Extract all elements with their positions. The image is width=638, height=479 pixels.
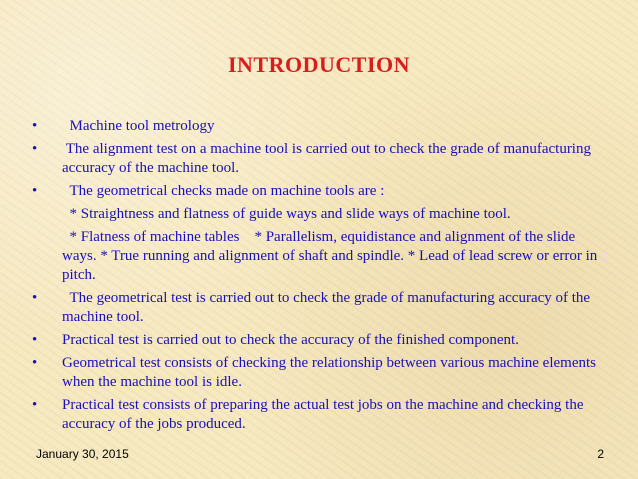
bullet-marker: • xyxy=(32,355,38,371)
list-item-text: Geometrical test consists of checking the relationship between various machine elements when the machine tool is idle. xyxy=(62,355,600,390)
bullet-marker: • xyxy=(32,332,38,348)
list-item-text: Machine tool metrology xyxy=(62,118,215,134)
list-item-text: The alignment test on a machine tool is carried out to check the grade of manufacturing accuracy of the machine tool. xyxy=(62,141,595,176)
sub-item-text: * Flatness of machine tables * Parallelism, equidistance and alignment of the slide ways. * True running and alignment of shaft and spindle. * Lead of lead screw or error in pitch. xyxy=(62,229,602,283)
bullet-marker: • xyxy=(32,397,38,413)
list-item xyxy=(28,117,608,136)
bullet-marker: • xyxy=(32,183,38,199)
bullet-marker: • xyxy=(32,141,38,157)
sub-item xyxy=(28,228,608,285)
bullet-list xyxy=(28,117,608,438)
list-item xyxy=(28,354,608,392)
list-item-text: The geometrical test is carried out to check the grade of manufacturing accuracy of the machine tool. xyxy=(62,290,594,325)
list-item xyxy=(28,331,608,350)
slide-title: INTRODUCTION xyxy=(227,52,411,77)
sub-item-text: * Straightness and flatness of guide ways and slide ways of machine tool. xyxy=(62,206,511,222)
list-item xyxy=(28,396,608,434)
footer-date: January 30, 2015 xyxy=(36,447,129,461)
list-item-text: Practical test consists of preparing the actual test jobs on the machine and checking the accuracy of the jobs produced. xyxy=(62,397,588,432)
list-item xyxy=(28,140,608,178)
list-item xyxy=(28,289,608,327)
sub-item xyxy=(28,205,608,224)
page-number: 2 xyxy=(597,447,604,461)
bullet-marker: • xyxy=(32,290,38,306)
list-item xyxy=(28,182,608,201)
bullet-marker: • xyxy=(32,118,38,134)
list-item-text: The geometrical checks made on machine tools are : xyxy=(62,183,385,199)
list-item-text: Practical test is carried out to check the accuracy of the finished component. xyxy=(62,332,519,348)
